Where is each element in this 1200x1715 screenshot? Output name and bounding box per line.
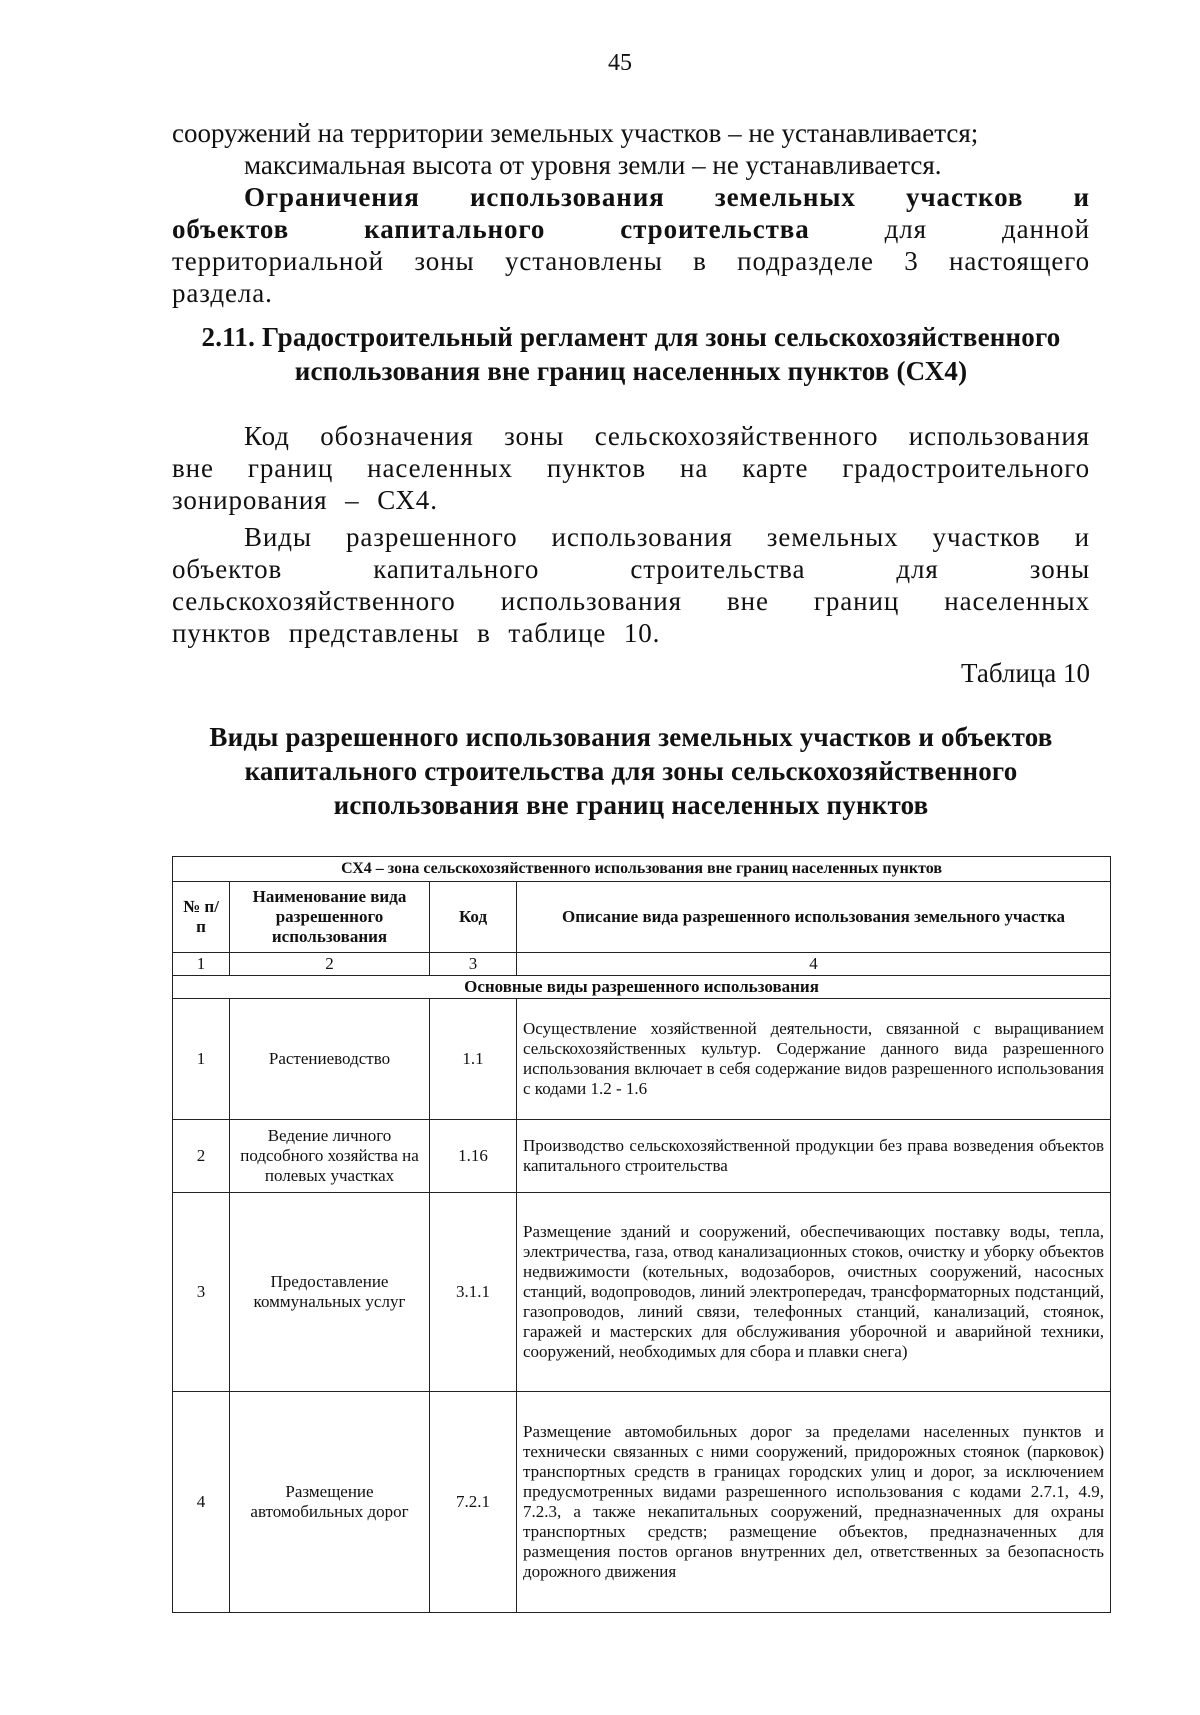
page-number: 45	[608, 50, 632, 76]
table-row	[173, 1193, 1111, 1392]
col-number: 4	[517, 953, 1111, 976]
zone-header-row	[173, 857, 1111, 882]
usage-table	[172, 856, 1111, 1613]
row-number: 2	[173, 1120, 230, 1193]
intro-line-2: максимальная высота от уровня земли – не устанавливается.	[244, 150, 942, 180]
row-name: Размещение автомобильных дорог	[230, 1392, 430, 1613]
section-heading: 2.11. Градостроительный регламент для зоны сельскохозяйственного использования вне границ населенных пунктов (СХ4)	[201, 322, 1061, 386]
intro-text	[172, 117, 1090, 309]
header-code: Код	[430, 882, 517, 953]
paragraph-usage-types	[172, 521, 1090, 649]
paragraph-zone-code	[172, 420, 1090, 516]
column-header-row	[173, 882, 1111, 953]
row-name: Предоставление коммунальных услуг	[230, 1193, 430, 1392]
header-num: № п/п	[173, 882, 230, 953]
row-name: Растениеводство	[230, 999, 430, 1120]
row-code: 3.1.1	[430, 1193, 517, 1392]
row-number: 3	[173, 1193, 230, 1392]
column-number-row	[173, 953, 1111, 976]
paragraph-2: Виды разрешенного использования земельных участков и объектов капитального строительства для зоны сельскохозяйственного использования вне границ населенных пунктов представлены в таблице 10.	[172, 522, 1090, 648]
section-title: Основные виды разрешенного использования	[173, 976, 1111, 999]
row-code: 1.1	[430, 999, 517, 1120]
row-code: 1.16	[430, 1120, 517, 1193]
col-number: 2	[230, 953, 430, 976]
table-label: Таблица 10	[961, 658, 1090, 688]
zone-header: СХ4 – зона сельскохозяйственного использования вне границ населенных пунктов	[173, 857, 1111, 882]
table-row	[173, 1120, 1111, 1193]
row-name: Ведение личного подсобного хозяйства на полевых участках	[230, 1120, 430, 1193]
row-description: Производство сельскохозяйственной продукции без права возведения объектов капитального строительства	[517, 1120, 1111, 1193]
row-number: 4	[173, 1392, 230, 1613]
col-number: 3	[430, 953, 517, 976]
row-description: Размещение зданий и сооружений, обеспечивающих поставку воды, тепла, электричества, газа, отвод канализационных стоков, очистку и уборку объектов недвижимости (котельных, водозаборов, очистных сооружений, насосных станций, водопроводов, линий электропередач, трансформаторных подстанций, газопроводов, линий связи, телефонных станций, канализаций, стоянок, гаражей и мастерских для обслуживания уборочной и аварийной техники, сооружений, необходимых для сбора и плавки снега)	[517, 1193, 1111, 1392]
header-name: Наименование вида разрешенного использования	[230, 882, 430, 953]
row-code: 7.2.1	[430, 1392, 517, 1613]
section-title-row	[173, 976, 1111, 999]
row-description: Размещение автомобильных дорог за пределами населенных пунктов и технически связанных с ними сооружений, придорожных стоянок (парковок) транспортных средств в границах городских улиц и дорог, за исключением предусмотренных видами разрешенного использования с кодами 2.7.1, 4.9, 7.2.3, а также некапитальных сооружений, предназначенных для охраны транспортных средств; размещение объектов, предназначенных для размещения постов органов внутренних дел, ответственных за безопасность дорожного движения	[517, 1392, 1111, 1613]
table-title: Виды разрешенного использования земельных участков и объектов капитального строительства для зоны сельскохозяйственного использования вне границ населенных пунктов	[209, 722, 1053, 820]
intro-line-1: сооружений на территории земельных участков – не устанавливается;	[172, 118, 979, 148]
row-number: 1	[173, 999, 230, 1120]
col-number: 1	[173, 953, 230, 976]
restrictions-paragraph	[172, 181, 1090, 309]
row-description: Осуществление хозяйственной деятельности, связанной с выращиванием сельскохозяйственных культур. Содержание данного вида разрешенного использования включает в себя содержание видов разрешенного использования с кодами 1.2 - 1.6	[517, 999, 1111, 1120]
paragraph-1: Код обозначения зоны сельскохозяйственного использования вне границ населенных пунктов на карте градостроительного зонирования – СХ4.	[172, 421, 1090, 515]
table-row	[173, 999, 1111, 1120]
restrictions-rest: для данной территориальной зоны установлены в подразделе 3 настоящего раздела.	[172, 214, 1090, 308]
table-row	[173, 1392, 1111, 1613]
header-desc: Описание вида разрешенного использования земельного участка	[517, 882, 1111, 953]
restrictions-bold: Ограничения использования земельных участков и объектов капитального строительства	[172, 182, 1090, 244]
